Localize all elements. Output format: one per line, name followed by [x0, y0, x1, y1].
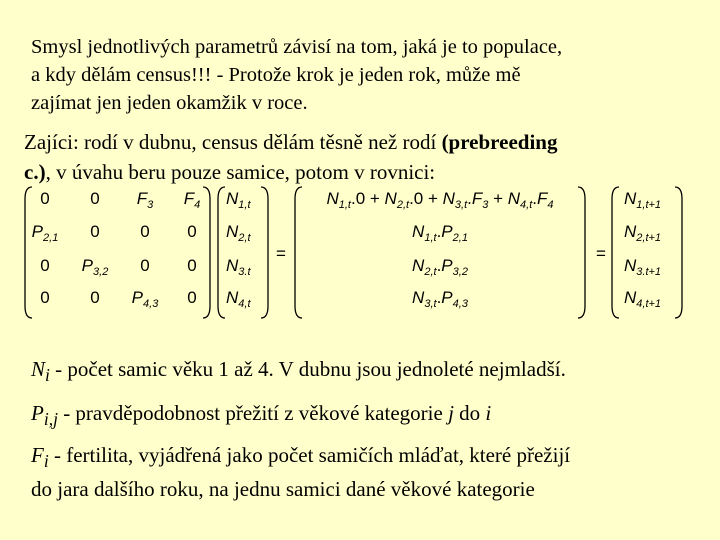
bracket-left — [25, 187, 32, 318]
vector-nt1-entry: $N_{2,t+1}$ — [624, 222, 662, 244]
matrix-cell: $P_{3,2}$ — [81, 256, 109, 278]
f-symbol: F — [31, 443, 44, 467]
bracket-left — [295, 187, 302, 318]
matrix-cell: $F_3$ — [136, 189, 154, 211]
vector-nt-entry: $N_{1,t}$ — [226, 189, 251, 211]
equals-sign: = — [596, 244, 606, 263]
p-subscript: i,j — [43, 409, 58, 430]
bracket-right — [578, 187, 585, 318]
bracket-left — [612, 187, 619, 318]
product-row: $N_{1,t}.P_{2,1}$ — [412, 222, 468, 244]
p-index-i: i — [485, 401, 492, 425]
vector-nt-entry: $N_{3.t}$ — [226, 256, 251, 278]
matrix-cell: 0 — [90, 288, 100, 307]
p-definition-text: - pravděpodobnost přežití z věkové kategorie — [57, 401, 449, 425]
n-definition-text: - počet samic věku 1 až 4. V dubnu jsou jednoleté nejmladší. — [49, 357, 566, 381]
p-index-j: j — [448, 401, 454, 425]
vector-nt1-entry: $N_{4,t+1}$ — [624, 288, 662, 310]
vector-nt-entry: $N_{4,t}$ — [226, 288, 251, 310]
f-definition-text-1: - fertilita, vyjádřená jako počet samičích mláďat, které přežijí — [48, 443, 571, 467]
intro-line-3: zajímat jen jeden okamžik v roce. — [31, 92, 308, 114]
f-definition-text-2: do jara dalšího roku, na jednu samici dané věkové kategorie — [31, 477, 535, 502]
matrix-cell: 0 — [187, 288, 197, 307]
vector-nt-entry: $N_{2,t}$ — [226, 222, 251, 244]
p-symbol: P — [31, 401, 44, 425]
bracket-right — [675, 187, 682, 318]
matrix-cell: 0 — [187, 222, 197, 241]
intro-line-2: a kdy dělám census!!! - Protože krok je jeden rok, může mě — [31, 64, 521, 86]
matrix-cell: 0 — [140, 222, 150, 241]
f-subscript: i — [43, 451, 49, 472]
matrix-cell: 0 — [40, 256, 50, 275]
rabbits-text-1: Zajíci: rodí v dubnu, census dělám těsně než rodí — [24, 130, 442, 154]
matrix-cell: 0 — [40, 189, 50, 208]
matrix-cell: 0 — [140, 256, 150, 275]
product-row: $N_{2,t}.P_{3,2}$ — [412, 256, 468, 278]
product-row: $N_{3,t}.P_{4,3}$ — [412, 288, 468, 310]
bracket-left — [218, 187, 225, 318]
bracket-right — [261, 187, 268, 318]
definition-p — [31, 399, 711, 433]
bracket-right — [203, 187, 210, 318]
matrix-cell: 0 — [90, 189, 100, 208]
product-row: $N_{1,t}.0 + N_{2,t}.0 + N_{3,t}.F_3 + N_{4,t}.F_4$ — [326, 189, 554, 211]
matrix-cell: $P_{4,3}$ — [131, 288, 159, 310]
n-subscript: i — [45, 365, 50, 386]
prebreeding-term: (prebreeding — [441, 130, 558, 154]
definition-n — [31, 355, 711, 389]
equals-sign: = — [276, 244, 286, 263]
matrix-cell: 0 — [187, 256, 197, 275]
n-symbol: N — [31, 357, 46, 381]
vector-nt1-entry: $N_{3.t+1}$ — [624, 256, 662, 278]
matrix-cell: $P_{2,1}$ — [31, 222, 59, 244]
rabbits-text-2: , v úvahu beru pouze samice, potom v rovnici: — [45, 160, 436, 184]
matrix-cell: 0 — [40, 288, 50, 307]
prebreeding-term-end: c.) — [24, 160, 46, 184]
definition-f — [31, 441, 711, 503]
matrix-cell: $F_4$ — [183, 189, 201, 211]
intro-line-1: Smysl jednotlivých parametrů závisí na tom, jaká je to populace, — [31, 36, 563, 58]
vector-nt1-entry: $N_{1,t+1}$ — [624, 189, 662, 211]
p-do: do — [453, 401, 486, 425]
matrix-cell: 0 — [90, 222, 100, 241]
